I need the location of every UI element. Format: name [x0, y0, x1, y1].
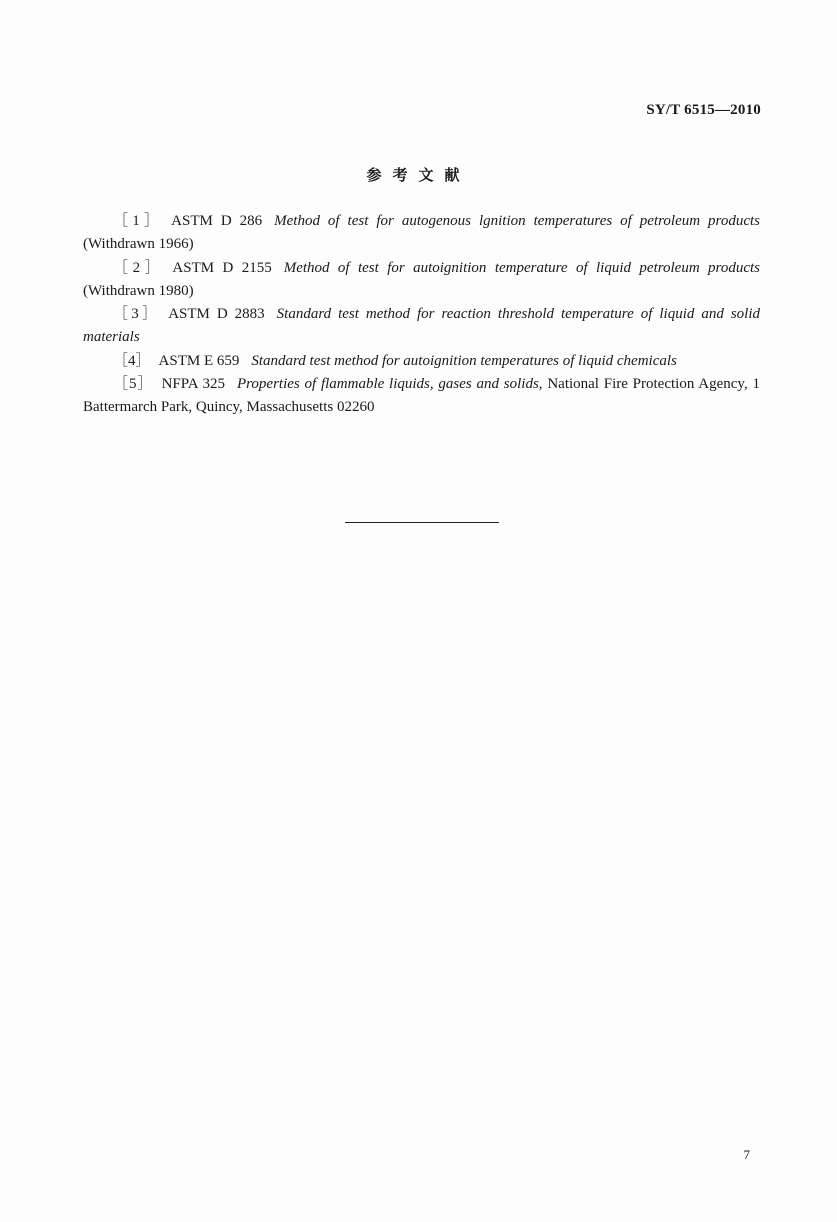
reference-code: ASTM D 286: [171, 213, 263, 229]
page-number: 7: [743, 1147, 750, 1162]
reference-list: [83, 210, 760, 420]
reference-code: ASTM D 2155: [172, 259, 272, 276]
closing-rule: [345, 522, 499, 523]
reference-title: Method of test for autogenous lgnition temperatures of petroleum products: [274, 213, 760, 229]
reference-code: ASTM E 659: [158, 352, 240, 369]
reference-code: NFPA 325: [161, 376, 225, 393]
reference-title: Standard test method for autoignition temperatures of liquid chemicals: [251, 352, 677, 369]
reference-note: (Withdrawn 1966): [83, 236, 194, 253]
reference-number: ［1］: [113, 213, 164, 229]
reference-item: [83, 257, 760, 304]
reference-number: ［5］: [113, 376, 154, 393]
reference-number: ［4］: [113, 352, 151, 369]
reference-code: ASTM D 2883: [168, 306, 265, 323]
references-heading: 参考文献: [366, 166, 471, 184]
reference-title: Method of test for autoignition temperature of liquid petroleum products: [283, 259, 761, 276]
reference-item: [83, 210, 760, 257]
reference-number: ［3］: [113, 306, 161, 323]
standard-number: SY/T 6515—2010: [646, 102, 761, 118]
reference-title: Standard test method for reaction threshold temperature of liquid and solid materials: [83, 306, 760, 346]
reference-number: ［2］: [113, 259, 165, 276]
reference-note: National Fire Protection Agency, 1 Battermarch Park, Quincy, Massachusetts 02260: [83, 376, 760, 416]
reference-title: Properties of flammable liquids, gases and solids,: [236, 376, 543, 393]
reference-item: [83, 373, 760, 420]
reference-item: [83, 350, 760, 373]
reference-item: [83, 303, 760, 350]
reference-note: (Withdrawn 1980): [83, 282, 194, 299]
